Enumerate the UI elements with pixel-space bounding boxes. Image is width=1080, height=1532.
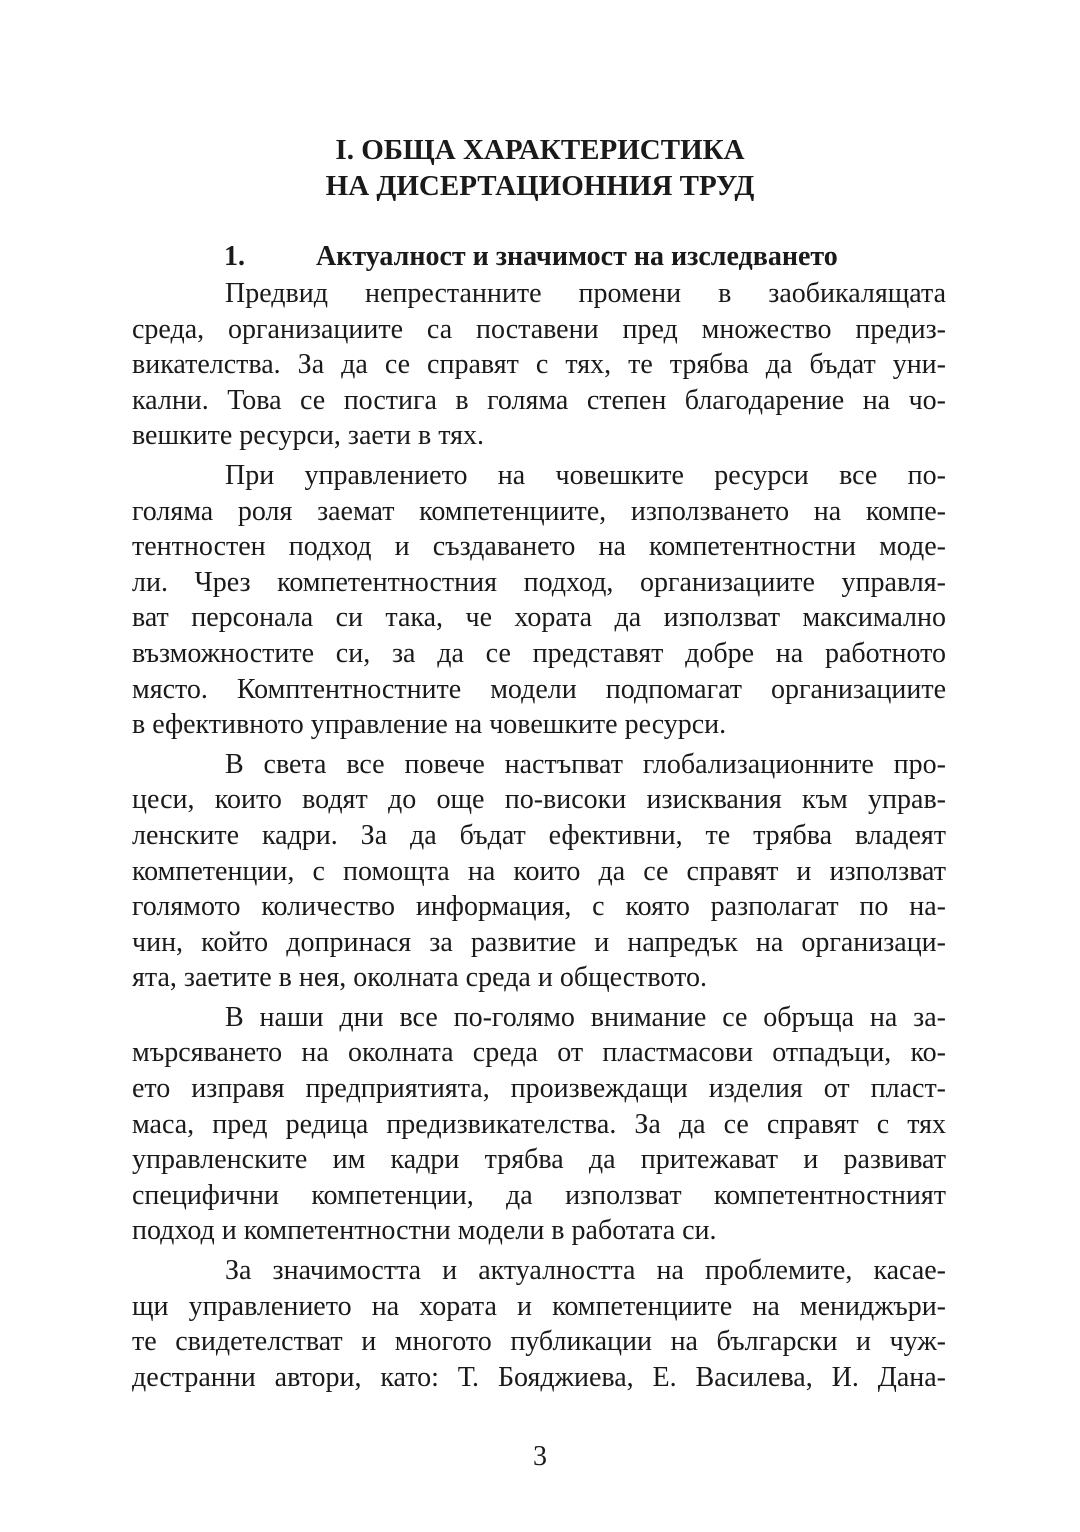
paragraph [132,1253,946,1395]
text-line: среда, организациите са поставени пред множество предиз- [132,313,946,345]
text-line: ето изправя предприятията, произвеждащи изделия от пласт- [132,1073,946,1105]
text-line: голяма роля заемат компетенциите, използването на компе- [132,495,946,527]
text-line: специфични компетенции, да използват компетентностният [132,1179,946,1211]
text-line: За значимостта и актуалността на проблемите, касае- [225,1255,946,1287]
paragraph [132,276,946,454]
page-number: 3 [533,1441,547,1472]
text-line: в ефективното управление на човешките ресурси. [132,709,727,741]
text-line: мърсяването на околната среда от пластмасови отпадъци, ко- [132,1037,946,1069]
text-line: Предвид непрестанните промени в заобикалящата [225,278,946,309]
text-line: ленските кадри. За да бъдат ефективни, те трябва владеят [132,819,946,851]
text-line: кални. Това се постига в голяма степен благодарение на чо- [132,384,946,416]
text-line: възможностите си, за да се представят добре на работното [132,637,946,669]
text-line: ват персонала си така, че хората да използват максимално [132,602,946,634]
text-line: При управлението на човешките ресурси все по- [225,459,946,491]
section-number: 1. [224,241,245,272]
text-line: маса, пред редица предизвикателства. За да се справят с тях [132,1108,946,1140]
text-line: викателства. За да се справят с тях, те трябва да бъдат уни- [132,349,946,381]
text-line: място. Комптентностните модели подпомагат организациите [132,673,946,705]
text-line: те свидетелстват и многото публикации на български и чуж- [132,1326,946,1358]
text-line: подход и компетентностни модели в работата си. [132,1215,717,1247]
text-line: щи управлението на хората и компетенциите на мениджъри- [132,1290,946,1322]
paragraph [132,747,946,996]
text-line: управленските им кадри трябва да притежават и развиват [132,1144,946,1176]
chapter-title-line-2: НА ДИСЕРТАЦИОННИЯ ТРУД [325,170,755,202]
body-text [132,276,946,1395]
text-line: ли. Чрез компетентностния подход, организациите управля- [132,566,946,598]
text-line: голямото количество информация, с която разполагат по на- [132,891,946,923]
text-line: компетенции, с помощта на които да се справят и използват [132,855,946,887]
chapter-title-line-1: I. ОБЩА ХАРАКТЕРИСТИКА [335,134,745,166]
chapter-title [0,132,1080,204]
text-line: В наши дни все по-голямо внимание се обръща на за- [225,1001,946,1033]
text-line: тентностен подход и създаването на компетентностни моде- [132,531,946,563]
paragraph [132,1000,946,1249]
text-line: вешките ресурси, заети в тях. [132,420,484,452]
text-line: цеси, които водят до още по-високи изисквания към управ- [132,784,946,816]
text-line: В света все повече настъпват глобализационните про- [225,748,946,780]
paragraph [132,458,946,743]
text-line: дестранни автори, като: Т. Бояджиева, Е. Василева, И. Дана- [132,1361,946,1393]
section-heading-text: Актуалност и значимост на изследването [316,241,838,272]
text-line: чин, който допринася за развитие и напредък на организаци- [132,926,946,958]
text-line: ята, заетите в нея, околната среда и обществото. [132,962,707,994]
section-heading [224,240,944,274]
